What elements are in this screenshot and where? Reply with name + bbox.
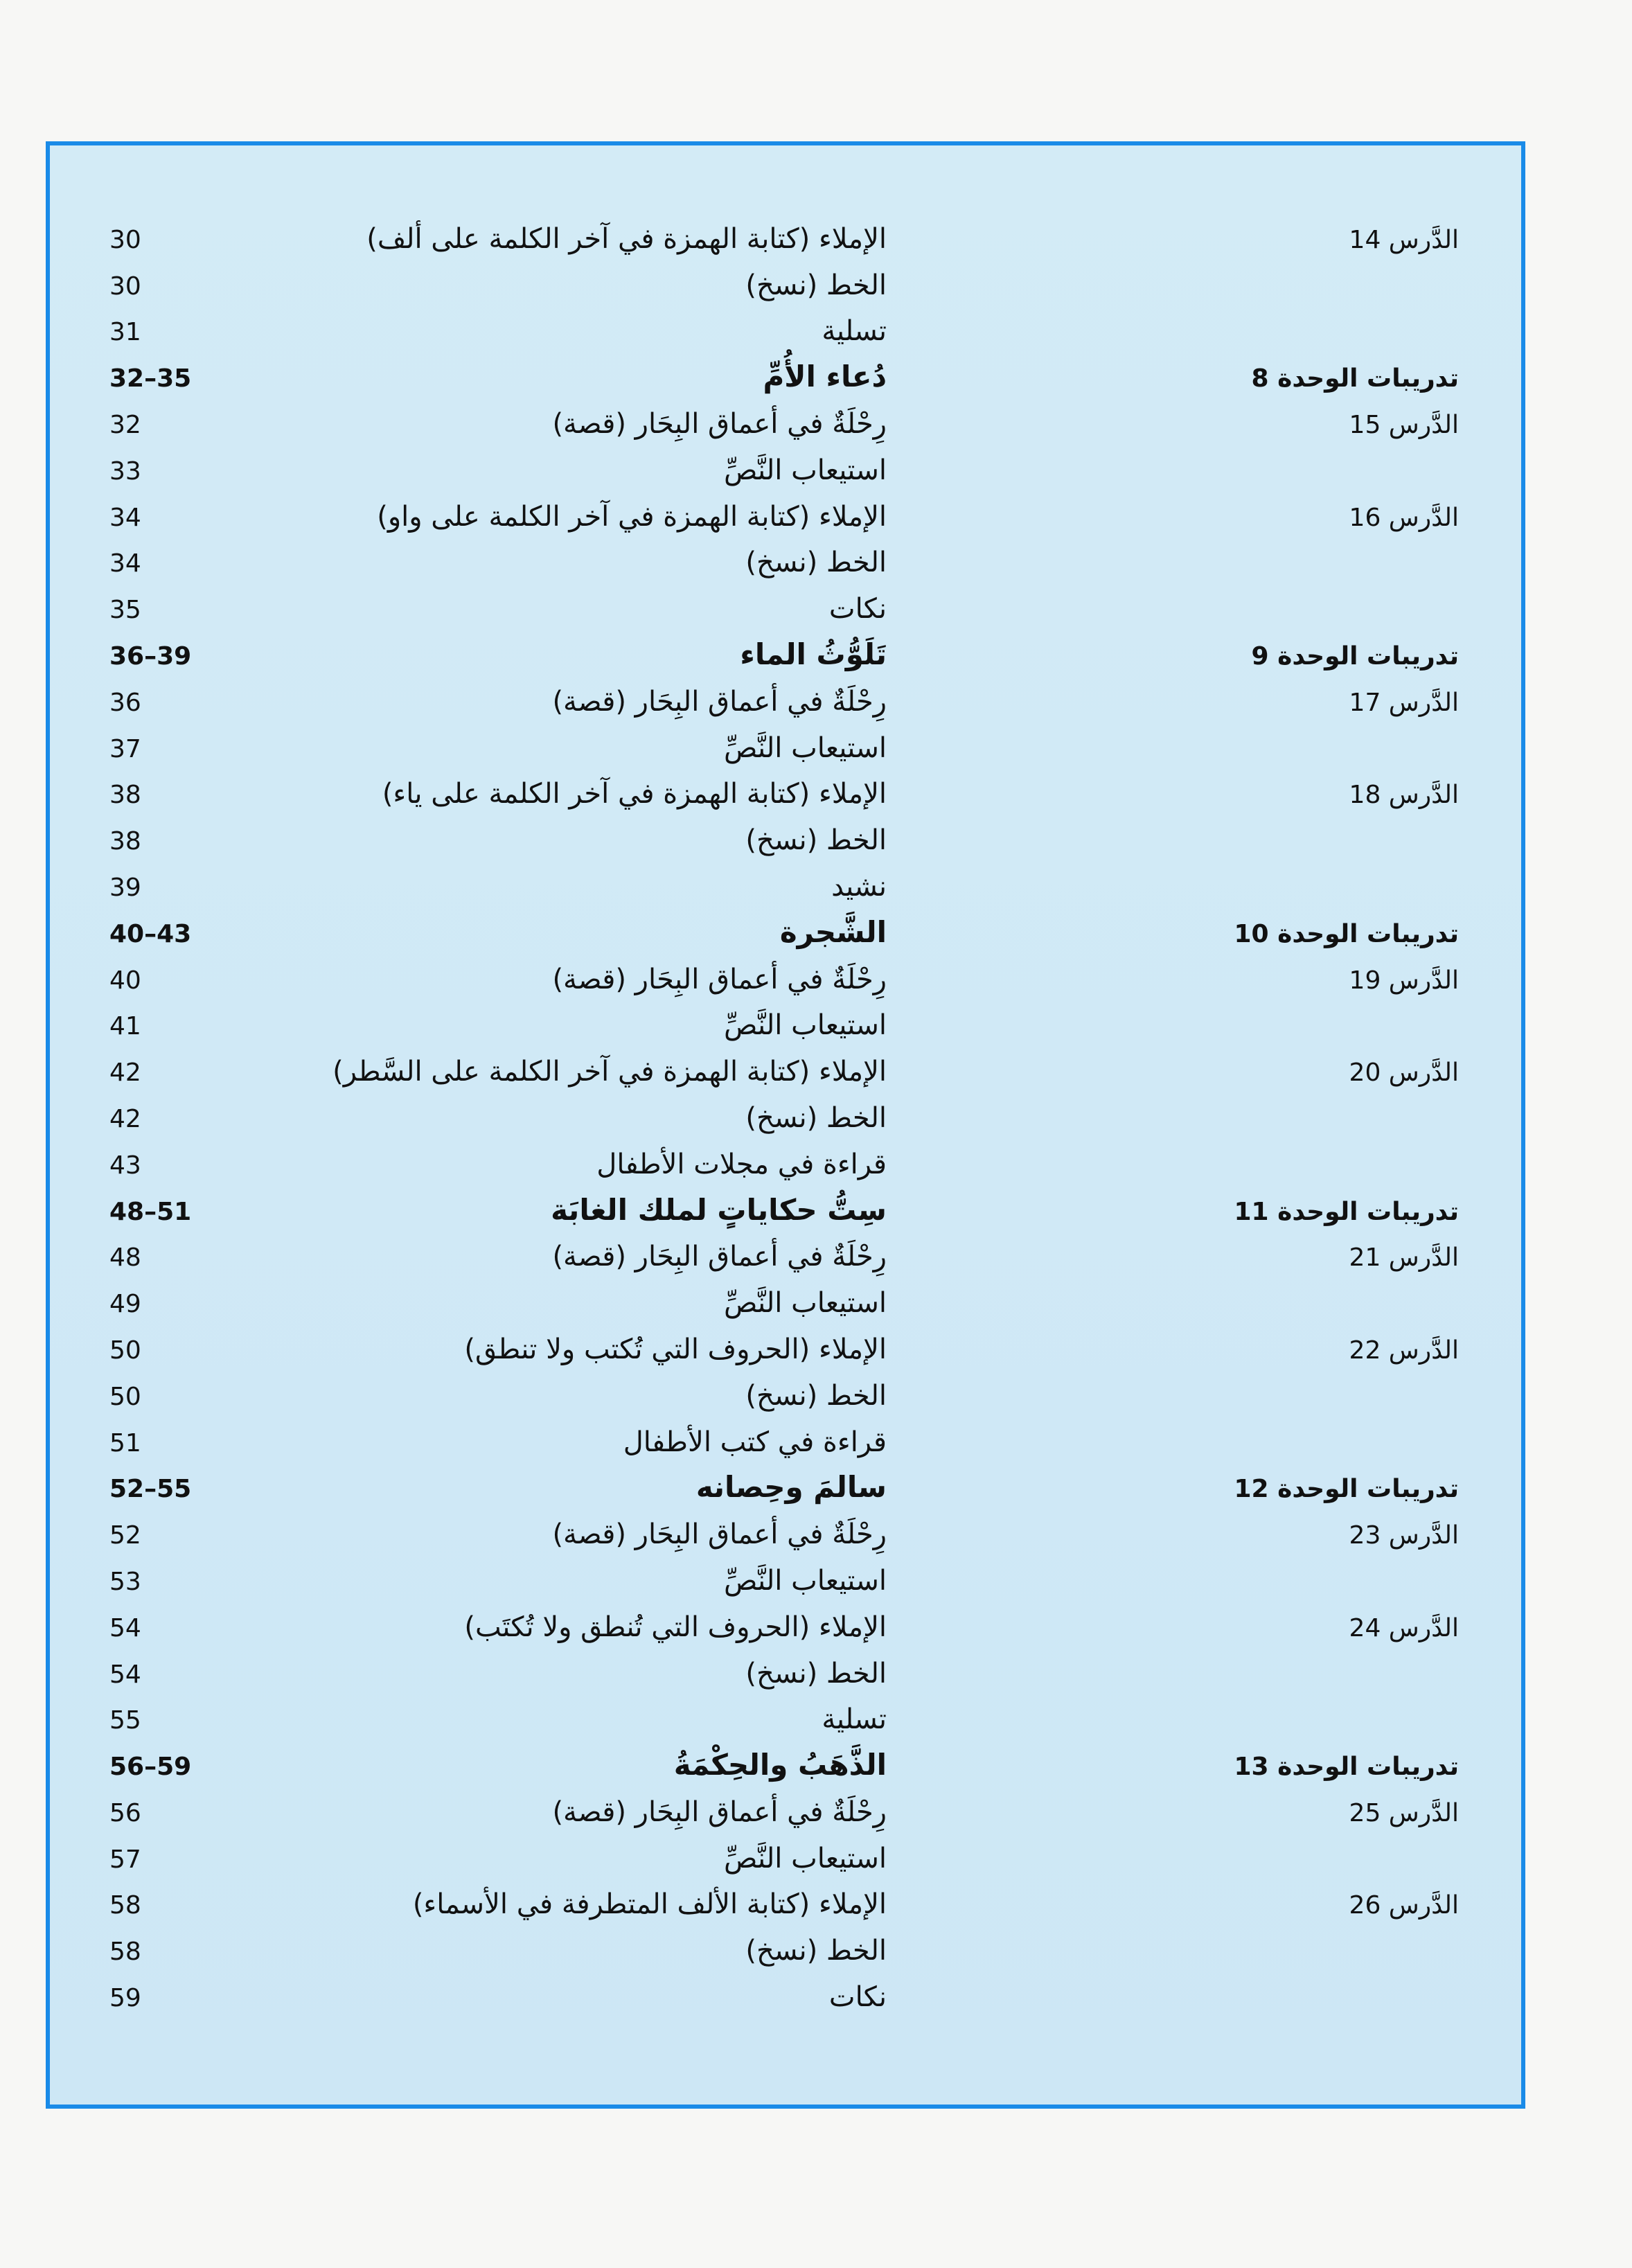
page-numbers: 56: [109, 1798, 141, 1827]
lesson-row: [109, 398, 1459, 445]
lesson-title: تسلية: [822, 1703, 887, 1736]
page-numbers: 42: [109, 1104, 141, 1133]
unit-row: [109, 907, 1459, 954]
lesson-label: الدَّرس 17: [1349, 688, 1459, 717]
lesson-title: تسلية: [822, 315, 887, 348]
page-numbers: 30: [109, 272, 141, 301]
lesson-row: [109, 1324, 1459, 1370]
page-numbers: 48: [109, 1243, 141, 1273]
page-numbers: 52: [109, 1521, 141, 1550]
lesson-title: رِحْلَةٌ في أعماق البِحَار (قصة): [552, 963, 887, 995]
unit-label: تدريبات الوحدة 12: [1234, 1475, 1459, 1504]
lesson-label: الدَّرس 26: [1349, 1891, 1459, 1920]
lesson-title: الإملاء (الحروف التي تُكتب ولا تنطق): [464, 1333, 887, 1365]
page-numbers: 30: [109, 225, 141, 254]
unit-row: [109, 352, 1459, 398]
lesson-row: [109, 1694, 1459, 1741]
page-numbers: 38: [109, 827, 141, 856]
lesson-row: [109, 445, 1459, 491]
lesson-label: الدَّرس 20: [1349, 1058, 1459, 1088]
lesson-row: [109, 861, 1459, 907]
lesson-label: الدَّرس 18: [1349, 781, 1459, 810]
page-numbers: 56–59: [109, 1753, 192, 1782]
page-numbers: 52–55: [109, 1475, 192, 1504]
lesson-title: استيعاب النَّصِّ: [724, 1842, 887, 1875]
lesson-title: نكات: [828, 1981, 887, 2014]
unit-label: تدريبات الوحدة 13: [1234, 1753, 1459, 1782]
lesson-row: [109, 815, 1459, 861]
lesson-title: الإملاء (الحروف التي تُنطق ولا تُكتَب): [464, 1611, 887, 1643]
lesson-title: قراءة في مجلات الأطفال: [596, 1148, 887, 1180]
lesson-row: [109, 538, 1459, 584]
page-numbers: 43: [109, 1151, 141, 1180]
lesson-label: الدَّرس 24: [1349, 1613, 1459, 1642]
page-numbers: 50: [109, 1382, 141, 1411]
lesson-label: الدَّرس 14: [1349, 225, 1459, 254]
table-of-contents: [109, 213, 1459, 2018]
lesson-title: الخط (نسخ): [745, 269, 887, 301]
lesson-title: رِحْلَةٌ في أعماق البِحَار (قصة): [552, 1241, 887, 1273]
page-numbers: 37: [109, 734, 141, 763]
unit-row: [109, 1185, 1459, 1232]
unit-label: تدريبات الوحدة 11: [1234, 1197, 1459, 1226]
page-numbers: 49: [109, 1290, 141, 1319]
lesson-title: الخط (نسخ): [745, 1935, 887, 1967]
page-numbers: 58: [109, 1938, 141, 1967]
page-numbers: 32–35: [109, 364, 192, 393]
page-numbers: 32: [109, 410, 141, 439]
unit-label: تدريبات الوحدة 10: [1234, 919, 1459, 948]
lesson-row: [109, 1648, 1459, 1694]
unit-row: [109, 1740, 1459, 1787]
page-numbers: 40–43: [109, 919, 192, 948]
lesson-title: نكات: [828, 593, 887, 626]
lesson-title: الإملاء (كتابة الهمزة في آخر الكلمة على واو): [377, 500, 887, 533]
lesson-row: [109, 1232, 1459, 1278]
contents-frame: [46, 141, 1525, 2109]
lesson-title: استيعاب النَّصِّ: [724, 454, 887, 486]
lesson-row: [109, 1787, 1459, 1833]
lesson-title: الخط (نسخ): [745, 1101, 887, 1134]
unit-title: سالمَ وحِصانه: [695, 1470, 887, 1505]
lesson-row: [109, 1972, 1459, 2018]
lesson-label: الدَّرس 23: [1349, 1521, 1459, 1550]
lesson-title: رِحْلَةٌ في أعماق البِحَار (قصة): [552, 1796, 887, 1828]
lesson-title: الخط (نسخ): [745, 1657, 887, 1690]
lesson-label: الدَّرس 22: [1349, 1336, 1459, 1365]
page-numbers: 59: [109, 1984, 141, 2013]
lesson-row: [109, 1139, 1459, 1185]
lesson-title: استيعاب النَّصِّ: [724, 1009, 887, 1042]
lesson-row: [109, 1925, 1459, 1972]
lesson-row: [109, 676, 1459, 723]
lesson-title: الخط (نسخ): [745, 547, 887, 579]
page-numbers: 33: [109, 457, 141, 486]
unit-row: [109, 630, 1459, 676]
lesson-title: قراءة في كتب الأطفال: [623, 1426, 887, 1458]
page-numbers: 35: [109, 596, 141, 625]
lesson-title: الإملاء (كتابة الهمزة في آخر الكلمة على ألف): [366, 222, 887, 255]
lesson-title: استيعاب النَّصِّ: [724, 732, 887, 764]
lesson-title: استيعاب النَّصِّ: [724, 1287, 887, 1320]
page-numbers: 57: [109, 1845, 141, 1874]
lesson-row: [109, 1879, 1459, 1926]
lesson-row: [109, 260, 1459, 306]
page-numbers: 36: [109, 688, 141, 717]
lesson-row: [109, 1833, 1459, 1879]
page-numbers: 42: [109, 1058, 141, 1088]
lesson-title: الإملاء (كتابة الهمزة في آخر الكلمة على ياء): [382, 778, 887, 810]
page-numbers: 54: [109, 1660, 141, 1689]
page-numbers: 36–39: [109, 641, 192, 671]
page-numbers: 50: [109, 1336, 141, 1365]
lesson-row: [109, 583, 1459, 630]
lesson-row: [109, 1277, 1459, 1324]
lesson-row: [109, 491, 1459, 538]
lesson-row: [109, 1509, 1459, 1555]
unit-label: تدريبات الوحدة 8: [1251, 364, 1459, 393]
lesson-row: [109, 769, 1459, 815]
lesson-label: الدَّرس 19: [1349, 966, 1459, 995]
lesson-row: [109, 1417, 1459, 1463]
lesson-row: [109, 954, 1459, 1000]
lesson-label: الدَّرس 25: [1349, 1798, 1459, 1827]
page-numbers: 40: [109, 966, 141, 995]
lesson-row: [109, 306, 1459, 353]
lesson-title: رِحْلَةٌ في أعماق البِحَار (قصة): [552, 1518, 887, 1551]
lesson-title: رِحْلَةٌ في أعماق البِحَار (قصة): [552, 407, 887, 440]
unit-title: سِتُّ حكاياتٍ لملك الغابَة: [551, 1192, 887, 1227]
page-numbers: 53: [109, 1567, 141, 1596]
lesson-row: [109, 213, 1459, 260]
lesson-label: الدَّرس 21: [1349, 1243, 1459, 1273]
page-numbers: 38: [109, 781, 141, 810]
lesson-label: الدَّرس 15: [1349, 410, 1459, 439]
lesson-row: [109, 1092, 1459, 1139]
page-numbers: 48–51: [109, 1197, 192, 1226]
page-numbers: 39: [109, 873, 141, 902]
page-numbers: 51: [109, 1428, 141, 1458]
lesson-row: [109, 1370, 1459, 1417]
lesson-title: استيعاب النَّصِّ: [724, 1564, 887, 1597]
page-numbers: 41: [109, 1012, 141, 1041]
unit-title: الشَّجرة: [779, 914, 887, 949]
lesson-row: [109, 1602, 1459, 1648]
page-numbers: 34: [109, 549, 141, 578]
page-numbers: 34: [109, 503, 141, 532]
lesson-title: نشيد: [831, 870, 887, 903]
unit-title: تَلَوُّثُ الماء: [740, 637, 887, 671]
page-numbers: 58: [109, 1891, 141, 1920]
lesson-title: الخط (نسخ): [745, 1379, 887, 1412]
page-numbers: 31: [109, 318, 141, 347]
lesson-label: الدَّرس 16: [1349, 503, 1459, 532]
unit-label: تدريبات الوحدة 9: [1251, 641, 1459, 671]
page-numbers: 54: [109, 1613, 141, 1642]
unit-title: دُعاء الأُمِّ: [763, 360, 887, 394]
lesson-row: [109, 723, 1459, 769]
lesson-title: الخط (نسخ): [745, 824, 887, 857]
lesson-row: [109, 1046, 1459, 1092]
unit-row: [109, 1463, 1459, 1509]
lesson-row: [109, 1555, 1459, 1602]
lesson-title: الإملاء (كتابة الألف المتطرفة في الأسماء): [412, 1888, 887, 1921]
lesson-title: الإملاء (كتابة الهمزة في آخر الكلمة على السَّطر): [332, 1056, 887, 1088]
lesson-row: [109, 1000, 1459, 1047]
lesson-title: رِحْلَةٌ في أعماق البِحَار (قصة): [552, 685, 887, 718]
unit-title: الذَّهَبُ والحِكْمَةُ: [673, 1748, 887, 1782]
page-numbers: 55: [109, 1706, 141, 1735]
